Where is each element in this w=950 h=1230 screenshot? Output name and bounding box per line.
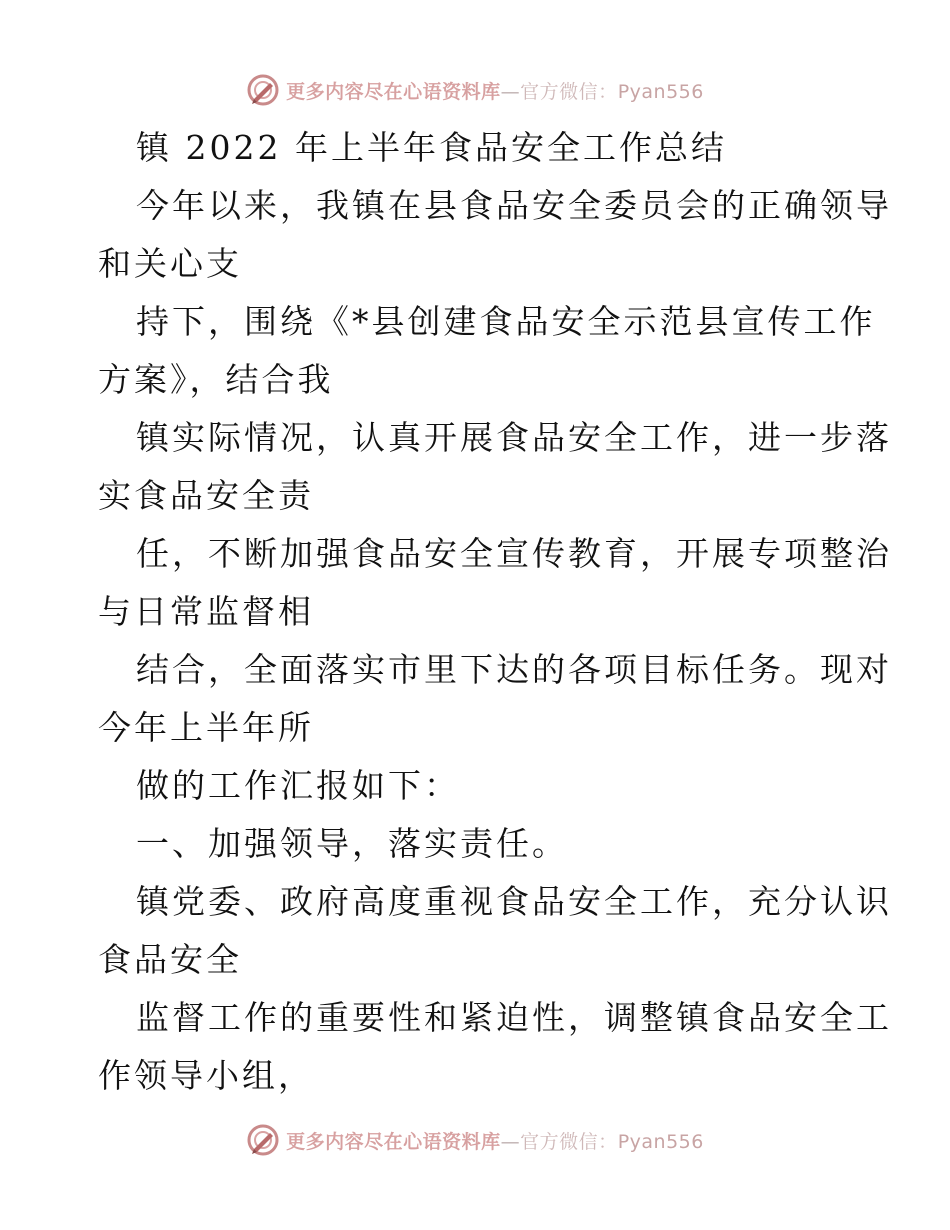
text-line: 结合，全面落实市里下达的各项目标任务。现对	[136, 650, 892, 689]
watermark-separator: —	[500, 1130, 521, 1153]
watermark-wechat-label: 官方微信：	[520, 1130, 618, 1153]
watermark-text	[286, 77, 704, 104]
watermark-brand: 更多内容尽在心语资料库	[286, 80, 501, 103]
watermark-header	[0, 70, 950, 110]
watermark-text	[286, 1127, 704, 1154]
text-line: 和关心支	[98, 244, 242, 283]
watermark-brand: 更多内容尽在心语资料库	[286, 1130, 501, 1153]
text-line: 镇党委、政府高度重视食品安全工作，充分认识	[136, 882, 892, 921]
watermark-wechat-id: Pyan556	[617, 80, 704, 103]
text-line: 食品安全	[98, 940, 242, 979]
text-line: 监督工作的重要性和紧迫性，调整镇食品安全工	[136, 998, 892, 1037]
watermark-footer	[0, 1120, 950, 1160]
text-line: 实食品安全责	[98, 476, 314, 515]
text-line: 今年上半年所	[98, 708, 314, 747]
section-heading: 一、加强领导，落实责任。	[136, 824, 568, 863]
watermark-wechat-label: 官方微信：	[520, 80, 618, 103]
text-line: 作领导小组，	[98, 1056, 314, 1095]
text-line: 持下，围绕《*县创建食品安全示范县宣传工作	[136, 302, 876, 341]
text-line: 任，不断加强食品安全宣传教育，开展专项整治	[136, 534, 892, 573]
text-line: 镇实际情况，认真开展食品安全工作，进一步落	[136, 418, 892, 457]
text-line: 今年以来，我镇在县食品安全委员会的正确领导	[136, 186, 892, 225]
text-line: 做的工作汇报如下：	[136, 766, 460, 805]
watermark-separator: —	[500, 80, 521, 103]
pen-logo-icon	[246, 73, 280, 107]
watermark-wechat-id: Pyan556	[617, 1130, 704, 1153]
pen-logo-icon	[246, 1123, 280, 1157]
document-title: 镇 2022 年上半年食品安全工作总结	[136, 128, 727, 167]
text-line: 方案》，结合我	[98, 360, 334, 399]
text-line: 与日常监督相	[98, 592, 314, 631]
